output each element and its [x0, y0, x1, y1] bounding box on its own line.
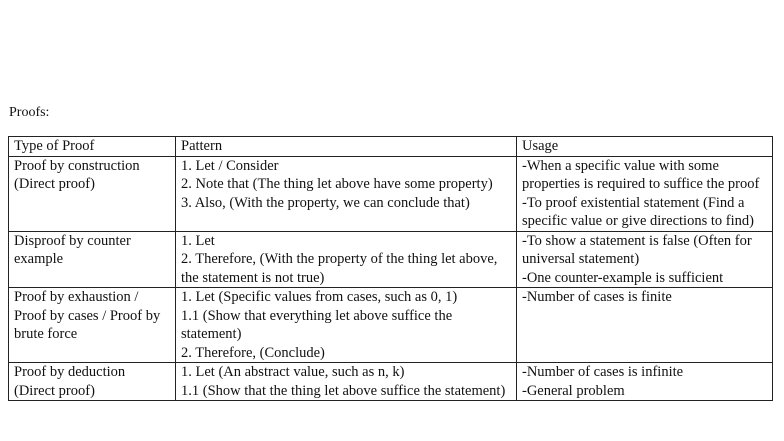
usage-note: -To proof existential statement (Find a specific value or give directions to find)	[522, 194, 754, 229]
type-line: Proof by construction	[14, 157, 140, 174]
type-line: (Direct proof)	[14, 382, 95, 399]
pattern-cell	[176, 363, 517, 401]
proofs-table	[8, 136, 773, 401]
usage-note: -Number of cases is finite	[522, 289, 672, 305]
usage-note: -One counter-example is sufficient	[522, 269, 724, 286]
header-usage: Usage	[517, 137, 773, 157]
type-line: (Direct proof)	[14, 176, 95, 192]
pattern-step: 1.1 (Show that everything let above suffice the statement)	[181, 307, 453, 342]
type-line: Disproof by counter example	[14, 232, 131, 267]
page-heading: Proofs:	[9, 105, 50, 120]
table-header-row	[9, 137, 773, 157]
pattern-cell	[176, 288, 517, 363]
header-type-of-proof: Type of Proof	[9, 137, 176, 157]
pattern-step: 2. Note that (The thing let above have some property)	[181, 176, 493, 192]
type-line: Proof by exhaustion / Proof by cases / Proof by brute force	[14, 289, 161, 342]
header-pattern: Pattern	[176, 137, 517, 157]
pattern-step: 1. Let (Specific values from cases, such as 0, 1)	[181, 289, 458, 305]
pattern-step: 3. Also, (With the property, we can conclude that)	[181, 194, 470, 211]
pattern-step: 1.1 (Show that the thing let above suffice the statement)	[181, 382, 506, 399]
pattern-step: 2. Therefore, (Conclude)	[181, 344, 325, 361]
table-row	[9, 231, 773, 288]
usage-note: -General problem	[522, 382, 625, 399]
type-cell	[9, 156, 176, 231]
type-cell	[9, 231, 176, 288]
pattern-step: 1. Let / Consider	[181, 157, 279, 174]
pattern-cell	[176, 231, 517, 288]
table-row	[9, 288, 773, 363]
usage-note: -When a specific value with some properties is required to suffice the proof	[522, 157, 760, 192]
usage-cell	[517, 363, 773, 401]
usage-note: -To show a statement is false (Often for universal statement)	[522, 232, 752, 267]
usage-cell	[517, 288, 773, 363]
pattern-step: 1. Let	[181, 232, 215, 249]
pattern-step: 1. Let (An abstract value, such as n, k)	[181, 364, 405, 380]
type-cell	[9, 363, 176, 401]
usage-cell	[517, 156, 773, 231]
table-row	[9, 363, 773, 401]
pattern-cell	[176, 156, 517, 231]
usage-cell	[517, 231, 773, 288]
pattern-step: 2. Therefore, (With the property of the thing let above, the statement is not true)	[181, 251, 498, 286]
type-cell	[9, 288, 176, 363]
table-row	[9, 156, 773, 231]
type-line: Proof by deduction	[14, 364, 126, 380]
usage-note: -Number of cases is infinite	[522, 364, 684, 380]
